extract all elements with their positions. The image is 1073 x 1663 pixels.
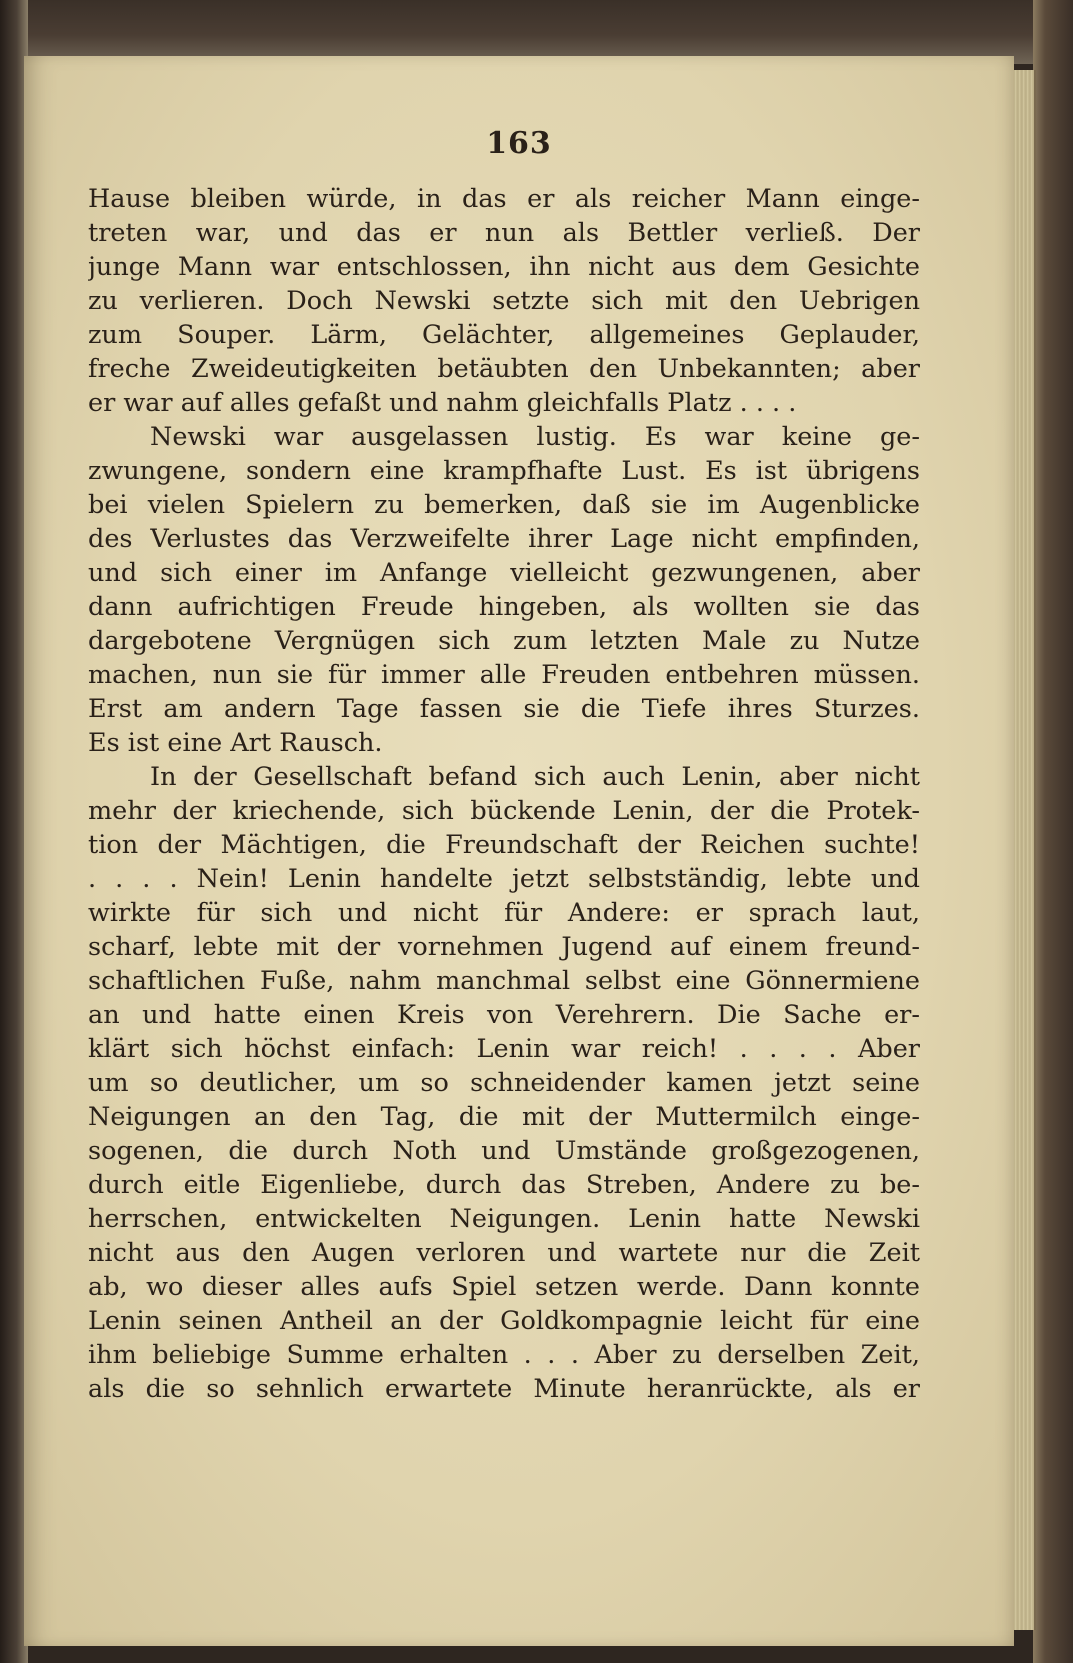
- text-line: tion der Mächtigen, die Freundschaft der Reichen suchte!: [88, 830, 920, 860]
- text-line: In der Gesellschaft befand sich auch Lenin, aber nicht: [150, 762, 920, 792]
- text-line: Neigungen an den Tag, die mit der Muttermilch einge-: [88, 1102, 920, 1132]
- page-edges: [1012, 70, 1036, 1630]
- text-line: Lenin seinen Antheil an der Goldkompagnie leicht für eine: [88, 1306, 920, 1336]
- text-line: machen, nun sie für immer alle Freuden entbehren müssen.: [88, 660, 920, 690]
- text-line: dargebotene Vergnügen sich zum letzten Male zu Nutze: [88, 626, 920, 656]
- text-line: sogenen, die durch Noth und Umstände großgezogenen,: [88, 1136, 920, 1166]
- text-line: des Verlustes das Verzweifelte ihrer Lage nicht empfinden,: [88, 524, 920, 554]
- page-number: 163: [486, 126, 552, 161]
- book-cover-right: [1033, 0, 1073, 1663]
- text-line: Erst am andern Tage fassen sie die Tiefe ihres Sturzes.: [88, 694, 920, 724]
- text-line: um so deutlicher, um so schneidender kamen jetzt seine: [88, 1068, 920, 1098]
- text-line: klärt sich höchst einfach: Lenin war reich! . . . . Aber: [88, 1034, 920, 1064]
- book-cover-top: [0, 0, 1073, 64]
- body-text: [88, 182, 920, 1406]
- text-line: ab, wo dieser alles aufs Spiel setzen werde. Dann konnte: [88, 1272, 920, 1302]
- text-line: Hause bleiben würde, in das er als reicher Mann einge-: [88, 184, 920, 214]
- text-line: herrschen, entwickelten Neigungen. Lenin hatte Newski: [88, 1204, 920, 1234]
- text-line: er war auf alles gefaßt und nahm gleichfalls Platz . . . .: [88, 388, 797, 418]
- text-line: schaftlichen Fuße, nahm manchmal selbst eine Gönnermiene: [88, 966, 920, 996]
- text-line: scharf, lebte mit der vornehmen Jugend auf einem freund-: [88, 932, 920, 962]
- text-line: Es ist eine Art Rausch.: [88, 728, 383, 758]
- text-line: dann aufrichtigen Freude hingeben, als wollten sie das: [88, 592, 920, 622]
- text-line: als die so sehnlich erwartete Minute heranrückte, als er: [88, 1374, 920, 1404]
- text-line: und sich einer im Anfange vielleicht gezwungenen, aber: [88, 558, 920, 588]
- text-line: Newski war ausgelassen lustig. Es war keine ge-: [150, 422, 920, 452]
- text-line: an und hatte einen Kreis von Verehrern. Die Sache er-: [88, 1000, 920, 1030]
- text-line: durch eitle Eigenliebe, durch das Streben, Andere zu be-: [88, 1170, 920, 1200]
- text-line: wirkte für sich und nicht für Andere: er sprach laut,: [88, 898, 920, 928]
- text-line: junge Mann war entschlossen, ihn nicht aus dem Gesichte: [88, 252, 920, 282]
- text-line: freche Zweideutigkeiten betäubten den Unbekannten; aber: [88, 354, 920, 384]
- text-line: treten war, und das er nun als Bettler verließ. Der: [88, 218, 920, 248]
- text-line: zu verlieren. Doch Newski setzte sich mit den Uebrigen: [88, 286, 920, 316]
- text-line: bei vielen Spielern zu bemerken, daß sie im Augenblicke: [88, 490, 920, 520]
- text-line: . . . . Nein! Lenin handelte jetzt selbstständig, lebte und: [88, 864, 920, 894]
- text-line: zum Souper. Lärm, Gelächter, allgemeines Geplauder,: [88, 320, 920, 350]
- text-line: ihm beliebige Summe erhalten . . . Aber zu derselben Zeit,: [88, 1340, 920, 1370]
- text-line: mehr der kriechende, sich bückende Lenin, der die Protek-: [88, 796, 920, 826]
- book-page: [24, 56, 1014, 1646]
- text-line: zwungene, sondern eine krampfhafte Lust. Es ist übrigens: [88, 456, 920, 486]
- text-line: nicht aus den Augen verloren und wartete nur die Zeit: [88, 1238, 920, 1268]
